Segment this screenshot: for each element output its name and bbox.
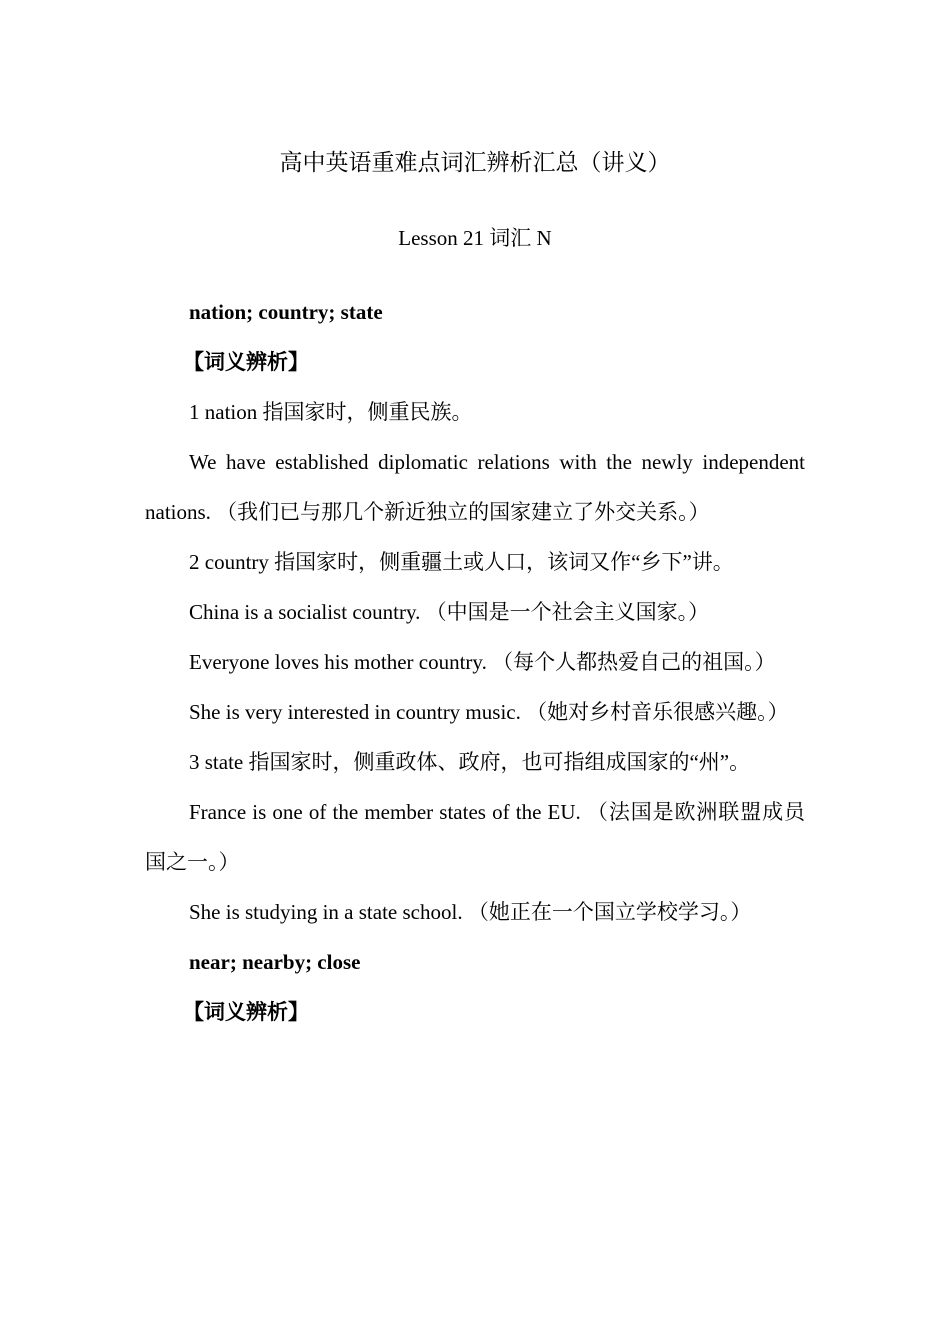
- document-body: [145, 287, 805, 1037]
- section-heading: near; nearby; close: [189, 950, 361, 974]
- example-sentence: We have established diplomatic relations with the newly independent nations. （我们已与那几个新近独立的国家建立了外交关系。）: [145, 450, 805, 524]
- section-heading: nation; country; state: [189, 300, 383, 324]
- analysis-label: 【词义辨析】: [183, 350, 309, 374]
- example-sentence: She is very interested in country music. （她对乡村音乐很感兴趣。）: [189, 700, 789, 724]
- paragraph: 2 country 指国家时，侧重疆土或人口，该词又作“乡下”讲。: [189, 550, 734, 574]
- example-sentence: She is studying in a state school. （她正在一个国立学校学习。）: [189, 900, 752, 924]
- lesson-subtitle: Lesson 21 词汇 N: [398, 226, 552, 250]
- document-title: 高中英语重难点词汇辨析汇总（讲义）: [279, 150, 671, 175]
- paragraph: 1 nation 指国家时，侧重民族。: [189, 400, 473, 424]
- example-sentence: China is a socialist country. （中国是一个社会主义国家。）: [189, 600, 710, 624]
- paragraph: 3 state 指国家时，侧重政体、政府，也可指组成国家的“州”。: [189, 750, 751, 774]
- analysis-label: 【词义辨析】: [183, 1000, 309, 1024]
- example-sentence: Everyone loves his mother country. （每个人都热爱自己的祖国。）: [189, 650, 776, 674]
- example-sentence: France is one of the member states of the EU. （法国是欧洲联盟成员国之一。）: [145, 800, 805, 874]
